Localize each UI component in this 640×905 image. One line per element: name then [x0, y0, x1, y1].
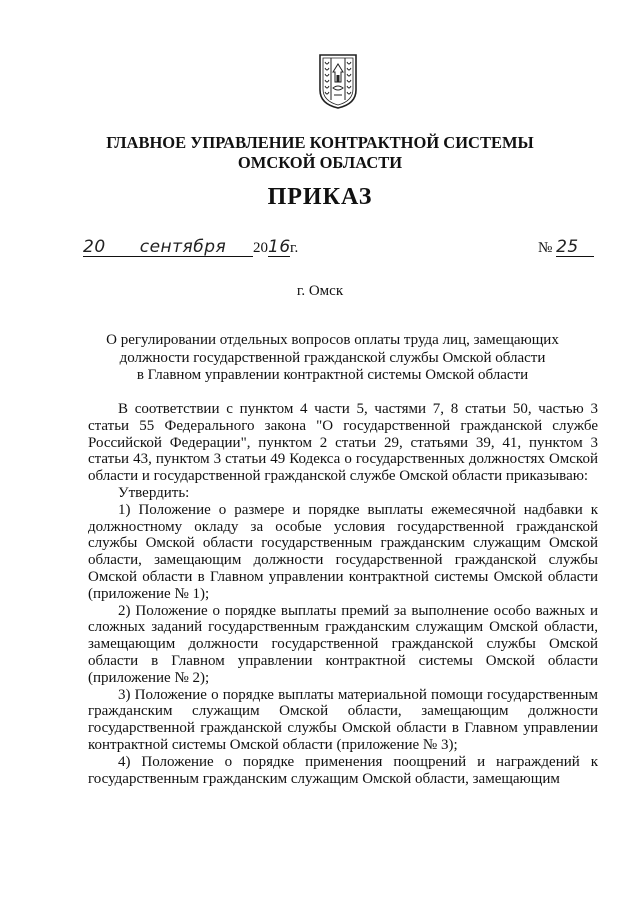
date-year-abbr: г.	[290, 240, 299, 256]
subject-line-1: О регулировании отдельных вопросов оплаты труда лиц, замещающих	[106, 332, 559, 348]
organization-name-line-1: ГЛАВНОЕ УПРАВЛЕНИЕ КОНТРАКТНОЙ СИСТЕМЫ	[106, 133, 534, 152]
date-year-prefix: 20	[253, 240, 268, 256]
order-number	[538, 238, 594, 257]
order-subject	[60, 332, 605, 385]
organization-name-line-2: ОМСКОЙ ОБЛАСТИ	[237, 153, 403, 172]
preamble-paragraph: В соответствии с пунктом 4 части 5, частями 7, 8 статьи 50, частью 3 статьи 55 Федерального закона "О государственной гражданской службе Российской Федерации", пунктом 2 статьи 29, статьями 39, 41, пунктом 3 статьи 43, пунктом 3 статьи 49 Кодекса о государственных должностях Омской области и государственной гражданской службе Омской области приказываю:	[88, 401, 598, 485]
approval-item: 1) Положение о размере и порядке выплаты ежемесячной надбавки к должностному окладу за особые условия государственной гражданской службы Омской области государственным гражданским служащим Омской области, замещающим должности государственной гражданской службы Омской области в Главном управлении контрактной системы Омской области (приложение № 1);	[88, 501, 598, 602]
organization-name	[0, 133, 640, 173]
date-year-suffix: 16	[268, 237, 291, 257]
subject-line-2: должности государственной гражданской службы Омской области	[119, 349, 546, 366]
date-day: 20	[83, 238, 113, 257]
subject-line-3: в Главном управлении контрактной системы Омской области	[136, 367, 529, 384]
document-type-title: ПРИКАЗ	[267, 184, 373, 210]
number-sign: №	[538, 240, 553, 256]
approval-item: 3) Положение о порядке выплаты материальной помощи государственным гражданским служащим Омской области, замещающим должности государственной гражданской службы Омской области в Главном управлении контрактной системы Омской области (приложение № 3);	[88, 686, 598, 753]
city: г. Омск	[296, 283, 344, 299]
order-body	[88, 401, 598, 787]
approval-item: 2) Положение о порядке выплаты премий за выполнение особо важных и сложных заданий государственным гражданским служащим Омской области, замещающим должности государственной гражданской службы Омской области в Главном управлении контрактной системы Омской области (приложение № 2);	[88, 602, 598, 686]
order-date	[83, 238, 298, 257]
coat-of-arms-emblem	[317, 52, 359, 110]
approval-item: 4) Положение о порядке применения поощрений и награждений к государственным гражданским служащим Омской области, замещающим	[88, 753, 598, 787]
approve-paragraph: Утвердить:	[118, 484, 190, 501]
number-value: 25	[556, 238, 594, 257]
date-month: сентября	[113, 238, 253, 257]
